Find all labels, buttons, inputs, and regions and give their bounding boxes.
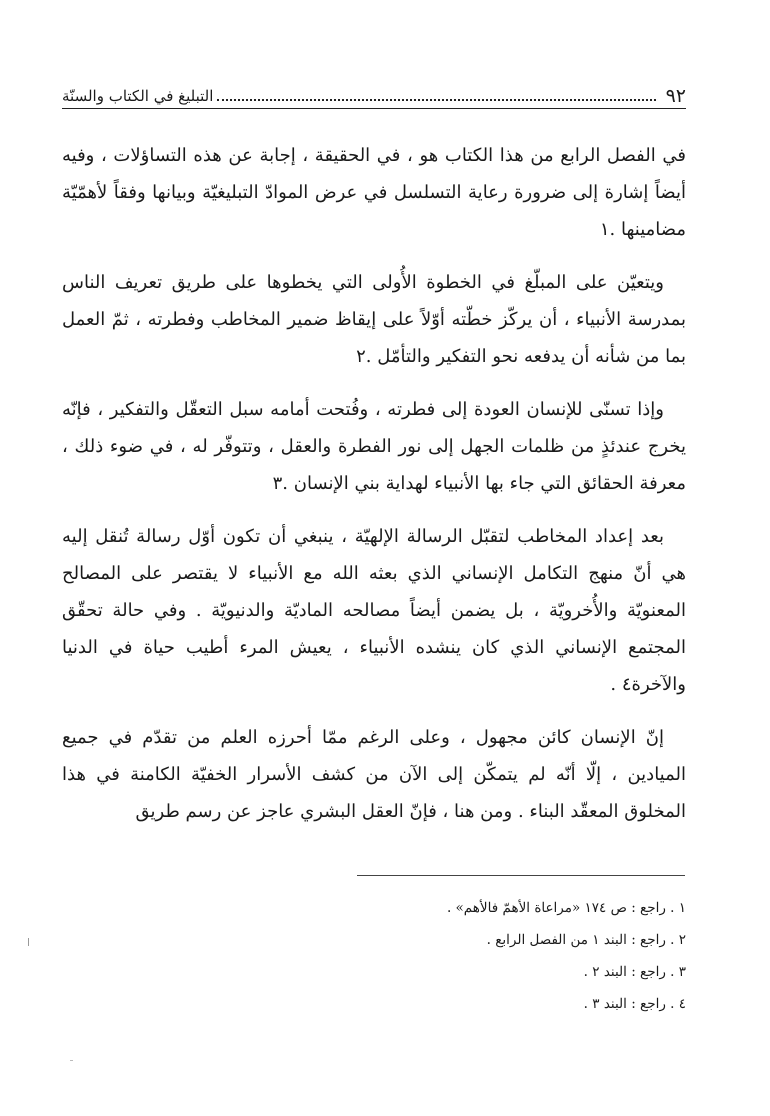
- footnote: ١ . راجع : ص ١٧٤ «مراعاة الأهمّ فالأهم» .: [446, 900, 686, 916]
- footnotes: [62, 892, 686, 1020]
- margin-mark: [28, 938, 29, 946]
- paragraph: ويتعيّن على المبلّغ في الخطوة الأُولى التي يخطوها على طريق تعريف الناس بمدرسة الأنبياء ، أن يركّز خطّته أوّلاً على إيقاظ ضمير المخاطب وفطرته ، ثمّ العمل بما من شأنه أن يدفعه نحو التفكير والتأمّل .٢: [62, 272, 686, 367]
- header-leader-dots: [217, 99, 655, 101]
- page-number: ٩٢: [665, 85, 686, 107]
- footnote: ٤ . راجع : البند ٣ .: [583, 996, 686, 1012]
- running-title: التبليغ في الكتاب والسنّة: [62, 87, 214, 105]
- footnote: ٢ . راجع : البند ١ من الفصل الرابع .: [486, 932, 686, 948]
- margin-mark: [70, 1060, 73, 1061]
- body-text: [62, 137, 686, 846]
- footnote-separator: [357, 875, 685, 876]
- paragraph: بعد إعداد المخاطب لتقبّل الرسالة الإلهيّة ، ينبغي أن تكون أوّل رسالة تُنقل إليه هي أنّ منهج التكامل الإنساني الذي بعثه الله مع الأنبياء لا يقتصر على المصالح المعنويّة والأُخرويّة ، بل يضمن أيضاً مصالحه الماديّة والدنيويّة . وفي حالة تحقّق المجتمع الإنساني الذي كان ينشده الأنبياء ، يعيش المرء أطيب حياة في الدنيا والآخرة٤ .: [62, 526, 686, 695]
- paragraph: وإذا تسنّى للإنسان العودة إلى فطرته ، وفُتحت أمامه سبل التعقّل والتفكير ، فإنّه يخرج عندئذٍ من ظلمات الجهل إلى نور الفطرة والعقل ، وتتوفّر له ، في ضوء ذلك ، معرفة الحقائق التي جاء بها الأنبياء لهداية بني الإنسان .٣: [62, 399, 686, 494]
- paragraph: إنّ الإنسان كائن مجهول ، وعلى الرغم ممّا أحرزه العلم من تقدّم في جميع الميادين ، إلّا أنّه لم يتمكّن إلى الآن من كشف الأسرار الخفيّة الكامنة في هذا المخلوق المعقّد البناء . ومن هنا ، فإنّ العقل البشري عاجز عن رسم طريق: [62, 727, 686, 822]
- paragraph: في الفصل الرابع من هذا الكتاب هو ، في الحقيقة ، إجابة عن هذه التساؤلات ، وفيه أيضاً إشارة إلى ضرورة رعاية التسلسل في عرض الموادّ التبليغيّة وبيانها وفقاً لأهمّيّة مضامينها .١: [62, 145, 686, 240]
- running-header: [62, 80, 686, 109]
- footnote: ٣ . راجع : البند ٢ .: [583, 964, 686, 980]
